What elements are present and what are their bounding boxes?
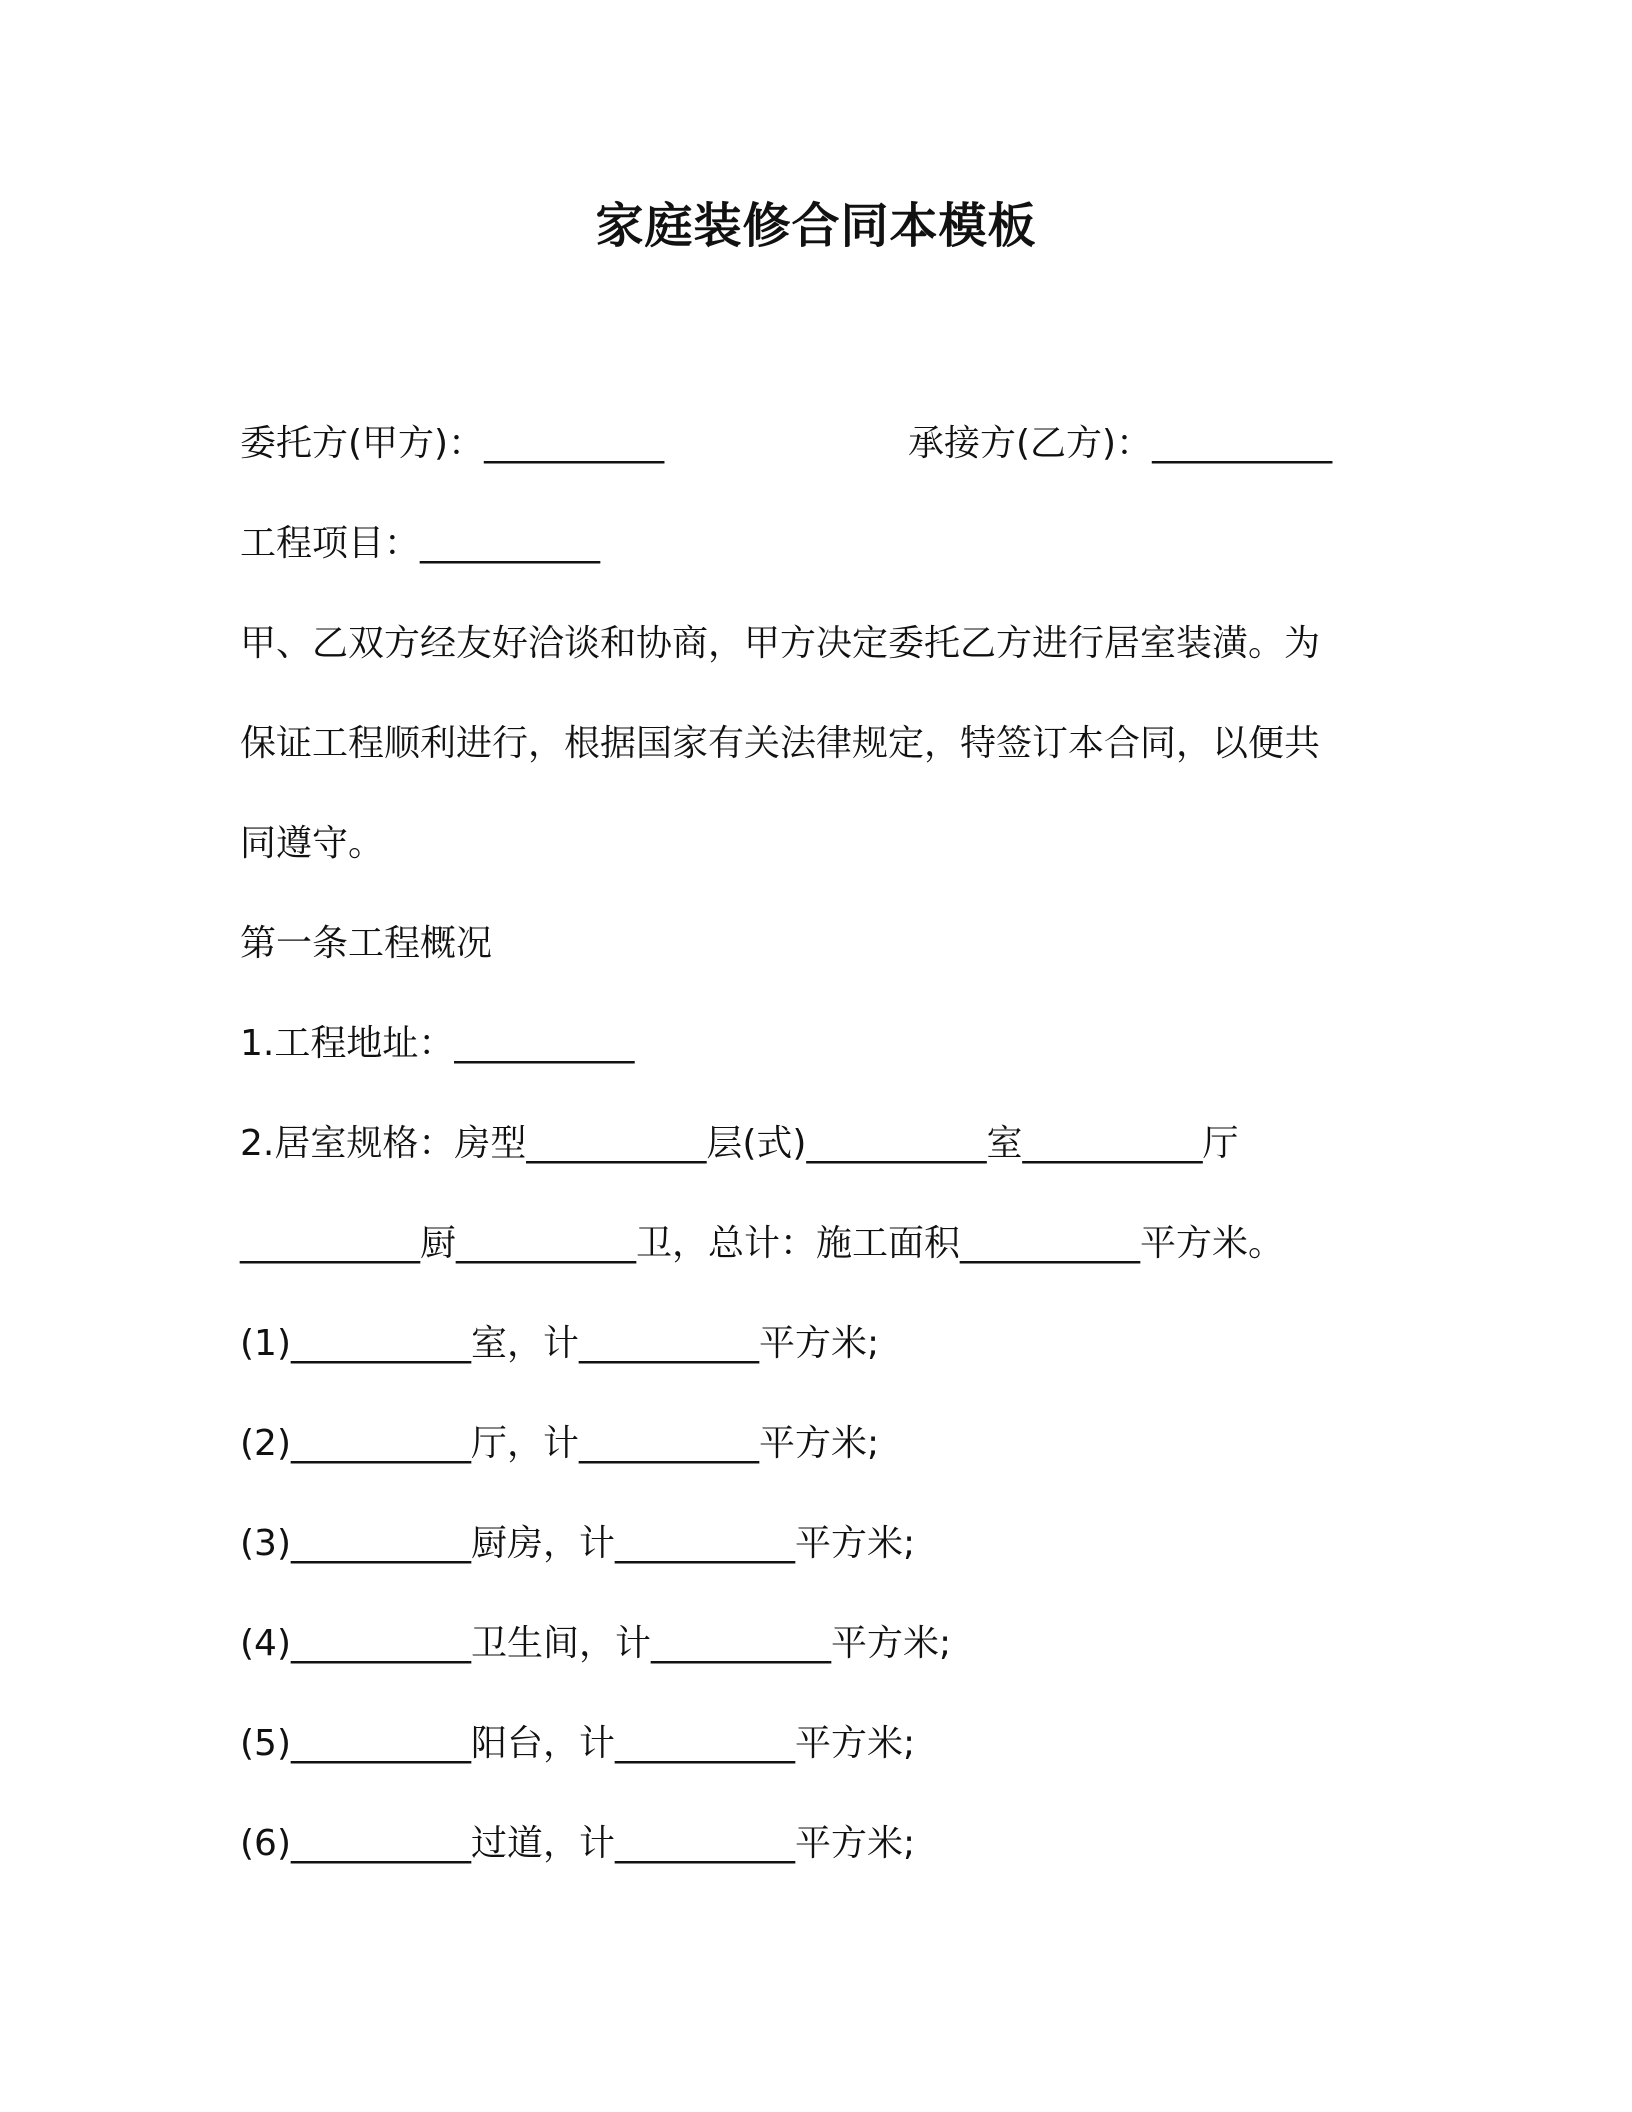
contractor-party-line: 承接方(乙方)：__________	[908, 423, 1333, 464]
document-title: 家庭装修合同本模板	[595, 198, 1037, 254]
article-1-heading: 第一条工程概况	[240, 923, 493, 964]
address-line: 1.工程地址：__________	[240, 1023, 635, 1064]
client-party-line: 委托方(甲方)：__________	[240, 423, 665, 464]
room-line-4: (4)__________卫生间，计__________平方米;	[240, 1623, 952, 1664]
intro-line-2: 保证工程顺利进行，根据国家有关法律规定，特签订本合同，以便共	[240, 723, 1321, 764]
intro-line-1: 甲、乙双方经友好洽谈和协商，甲方决定委托乙方进行居室装潢。为	[240, 623, 1321, 664]
room-line-5: (5)__________阳台，计__________平方米;	[240, 1723, 916, 1764]
intro-line-3: 同遵守。	[240, 823, 385, 864]
spec-line-1: 2.居室规格：房型__________层(式)__________室__________厅	[240, 1123, 1239, 1164]
room-line-2: (2)__________厅，计__________平方米;	[240, 1423, 880, 1464]
room-line-3: (3)__________厨房，计__________平方米;	[240, 1523, 916, 1564]
room-line-6: (6)__________过道，计__________平方米;	[240, 1823, 916, 1864]
spec-line-2: __________厨__________卫，总计：施工面积__________平方米。	[240, 1223, 1285, 1264]
room-line-1: (1)__________室，计__________平方米;	[240, 1323, 880, 1364]
project-line: 工程项目：__________	[240, 523, 601, 564]
